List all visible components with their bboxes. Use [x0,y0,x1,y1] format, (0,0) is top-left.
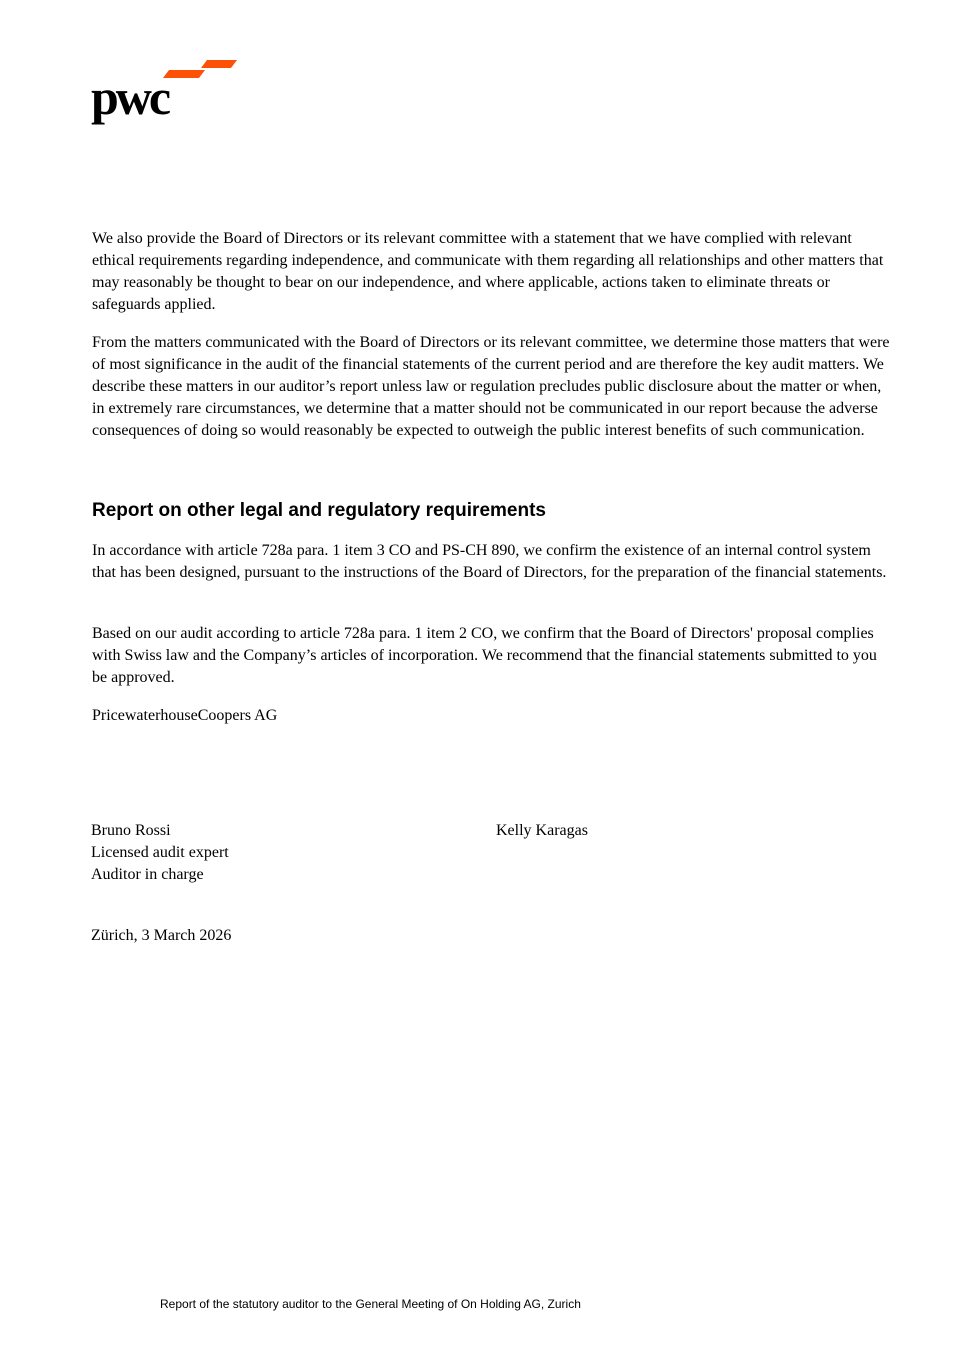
logo-wordmark: pwc [91,69,169,125]
place-and-date: Zürich, 3 March 2026 [91,927,232,944]
paragraph-internal-control: In accordance with article 728a para. 1 item 3 CO and PS-CH 890, we confirm the existence of an internal control system that has been designed, pursuant to the instructions of the Board of Directors, for the preparation of the financial statements. [92,542,887,581]
signatory-title: Licensed audit expert [91,844,229,861]
logo-accent-bar-upper [201,60,237,68]
paragraph-key-audit-matters: From the matters communicated with the Board of Directors or its relevant committee, we determine those matters that were of most significance in the audit of the financial statements of the current period and are therefore the key audit matters. We describe these matters in our auditor’s report unless law or regulation precludes public disclosure about the matter or when, in extremely rare circumstances, we determine that a matter should not be communicated in our report because the adverse consequences of doing so would reasonably be expected to outweigh the public interest benefits of such communication. [92,334,890,439]
paragraph-independence-statement: We also provide the Board of Directors or its relevant committee with a statement that we have complied with relevant ethical requirements regarding independence, and communicate with them regarding all relationships and other matters that may reasonably be thought to bear on our independence, and where applicable, actions taken to eliminate threats or safeguards applied. [92,230,884,313]
section-heading: Report on other legal and regulatory requirements [92,500,546,521]
signatory-name: Kelly Karagas [496,822,588,839]
pwc-logo [91,58,239,132]
logo-accent-bar-lower [163,70,205,78]
paragraph-board-proposal: Based on our audit according to article 728a para. 1 item 2 CO, we confirm that the Board of Directors' proposal complies with Swiss law and the Company’s articles of incorporation. We recommend that the financial statements submitted to you be approved. [92,625,877,686]
page-footer: Report of the statutory auditor to the General Meeting of On Holding AG, Zurich [160,1297,581,1311]
firm-name: PricewaterhouseCoopers AG [92,707,278,724]
signatory-name: Bruno Rossi [91,822,171,839]
signatory-role: Auditor in charge [91,866,204,883]
signatory-left [91,820,229,886]
pwc-logo-icon [91,58,239,132]
signatory-right [496,820,588,842]
